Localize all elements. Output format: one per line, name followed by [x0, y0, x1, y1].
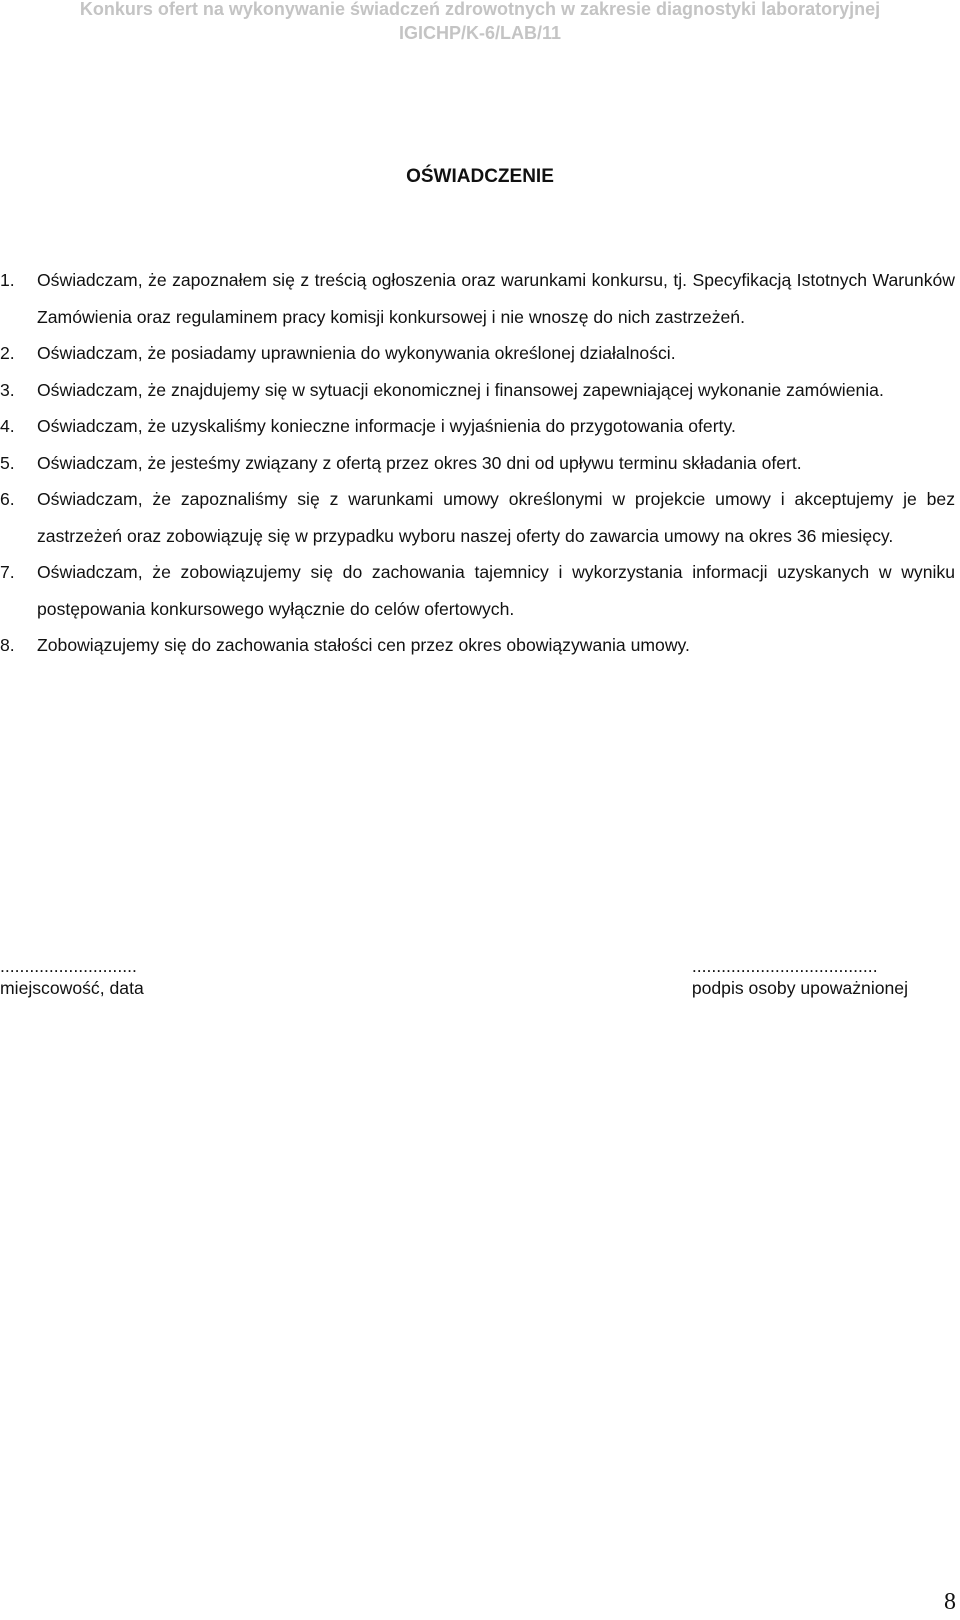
item-text: Oświadczam, że zobowiązujemy się do zachowania tajemnicy i wykorzystania informacji uzyskanych w wyniku postępowania konkursowego wyłącznie do celów ofertowych. — [37, 562, 955, 619]
item-number: 4. — [0, 416, 15, 436]
declaration-item-8 — [0, 627, 955, 664]
declaration-item-1 — [0, 262, 955, 335]
item-number: 5. — [0, 452, 15, 473]
declaration-item-7 — [0, 554, 955, 627]
authorized-signature-label: podpis osoby upoważnionej — [691, 978, 908, 998]
item-number: 6. — [0, 489, 15, 509]
declaration-item-3 — [0, 372, 955, 409]
authorized-signature-block — [692, 955, 908, 999]
place-date-dotted-line: ............................ — [0, 956, 137, 976]
authorized-signature-dotted-line: ...................................... — [691, 956, 878, 976]
item-number: 8. — [0, 635, 15, 655]
item-text: Oświadczam, że zapoznałem się z treścią ogłoszenia oraz warunkami konkursu, tj. Specyfikacją Istotnych Warunków Zamówienia oraz regulaminem pracy komisji konkursowej i nie wnoszę do nich zastrzeżeń. — [37, 270, 955, 327]
item-text: Oświadczam, że jesteśmy związany z ofertą przez okres 30 dni od upływu terminu składania ofert. — [37, 452, 802, 473]
item-text: Oświadczam, że zapoznaliśmy się z warunkami umowy określonymi w projekcie umowy i akceptujemy je bez zastrzeżeń oraz zobowiązuję się w przypadku wyboru naszej oferty do zawarcia umowy na okres 36 miesięcy. — [37, 489, 955, 546]
item-text: Zobowiązujemy się do zachowania stałości cen przez okres obowiązywania umowy. — [37, 635, 690, 655]
declaration-list — [0, 262, 955, 664]
declaration-item-4 — [0, 408, 955, 445]
item-text: Oświadczam, że uzyskaliśmy konieczne informacje i wyjaśnienia do przygotowania oferty. — [37, 416, 736, 436]
header-reference-number: IGICHP/K-6/LAB/11 — [398, 23, 562, 43]
page-title: OŚWIADCZENIE — [406, 166, 554, 187]
item-number: 3. — [0, 379, 15, 400]
document-header — [0, 0, 960, 45]
declaration-item-6 — [0, 481, 955, 554]
item-number: 1. — [0, 270, 15, 290]
item-number: 7. — [0, 562, 15, 582]
declaration-item-5 — [0, 445, 955, 482]
item-text: Oświadczam, że znajdujemy się w sytuacji ekonomicznej i finansowej zapewniającej wykonanie zamówienia. — [37, 379, 884, 400]
place-date-label: miejscowość, data — [0, 978, 144, 998]
page-number: 8 — [944, 1589, 956, 1615]
item-text: Oświadczam, że posiadamy uprawnienia do wykonywania określonej działalności. — [37, 343, 676, 363]
item-number: 2. — [0, 343, 15, 363]
declaration-item-2 — [0, 335, 955, 372]
place-date-signature-block — [0, 955, 144, 999]
header-contest-title: Konkurs ofert na wykonywanie świadczeń zdrowotnych w zakresie diagnostyki laboratoryjnej — [79, 0, 881, 19]
